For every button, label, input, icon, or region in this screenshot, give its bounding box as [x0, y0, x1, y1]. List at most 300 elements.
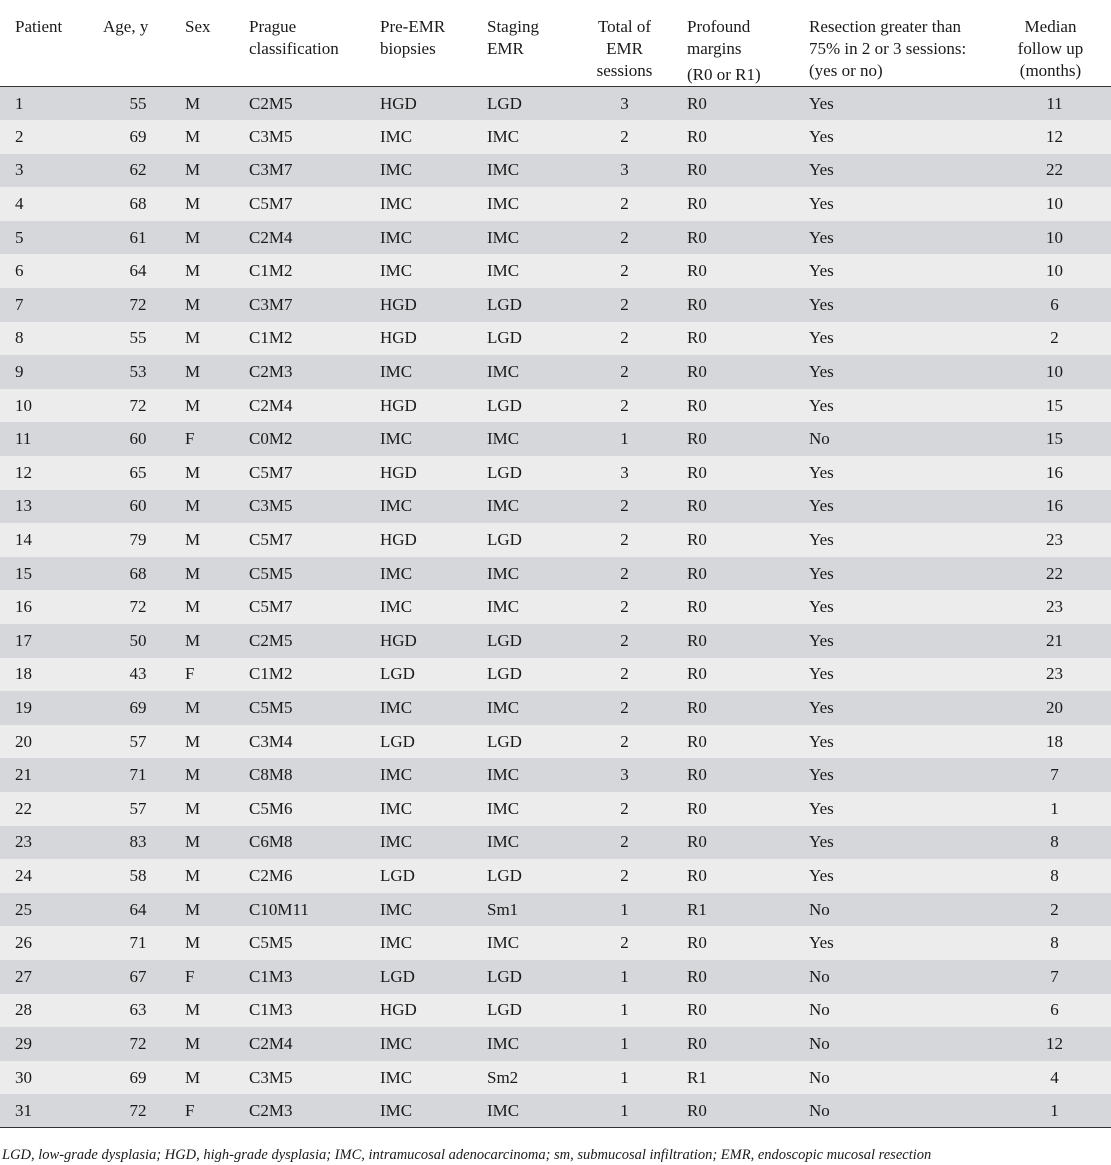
cell-follow-up: 23 [990, 523, 1111, 557]
cell-patient: 31 [0, 1094, 97, 1128]
cell-pre-emr: IMC [374, 154, 481, 188]
cell-staging-emr: IMC [481, 490, 576, 524]
cell-follow-up: 1 [990, 792, 1111, 826]
cell-pre-emr: IMC [374, 926, 481, 960]
cell-follow-up: 22 [990, 557, 1111, 591]
cell-sessions: 2 [576, 322, 673, 356]
table-row [0, 926, 1111, 960]
cell-sex: M [179, 590, 243, 624]
cell-resection: Yes [795, 523, 990, 557]
table-row [0, 523, 1111, 557]
cell-resection: No [795, 1094, 990, 1128]
cell-follow-up: 8 [990, 859, 1111, 893]
cell-pre-emr: HGD [374, 994, 481, 1028]
cell-sessions: 1 [576, 1061, 673, 1095]
cell-patient: 10 [0, 389, 97, 423]
cell-pre-emr: HGD [374, 288, 481, 322]
cell-staging-emr: IMC [481, 792, 576, 826]
cell-patient: 6 [0, 254, 97, 288]
cell-age: 72 [97, 1027, 179, 1061]
cell-sessions: 2 [576, 523, 673, 557]
cell-prague: C3M7 [243, 288, 374, 322]
cell-margins: R1 [673, 893, 795, 927]
table-row [0, 859, 1111, 893]
cell-prague: C1M3 [243, 994, 374, 1028]
cell-pre-emr: IMC [374, 557, 481, 591]
cell-patient: 21 [0, 758, 97, 792]
cell-follow-up: 12 [990, 120, 1111, 154]
cell-sex: M [179, 154, 243, 188]
cell-staging-emr: IMC [481, 590, 576, 624]
cell-sex: M [179, 523, 243, 557]
cell-resection: Yes [795, 658, 990, 692]
header-prague: Prague classification [243, 0, 374, 87]
table-row [0, 658, 1111, 692]
cell-staging-emr: IMC [481, 154, 576, 188]
cell-sessions: 1 [576, 1094, 673, 1128]
cell-resection: Yes [795, 389, 990, 423]
cell-resection: Yes [795, 691, 990, 725]
cell-margins: R0 [673, 87, 795, 121]
cell-age: 61 [97, 221, 179, 255]
header-age: Age, y [97, 0, 179, 87]
table-row [0, 691, 1111, 725]
cell-margins: R0 [673, 523, 795, 557]
cell-sex: M [179, 456, 243, 490]
cell-margins: R0 [673, 994, 795, 1028]
table-row [0, 254, 1111, 288]
cell-patient: 24 [0, 859, 97, 893]
cell-pre-emr: LGD [374, 960, 481, 994]
cell-pre-emr: HGD [374, 523, 481, 557]
cell-follow-up: 12 [990, 1027, 1111, 1061]
cell-patient: 11 [0, 422, 97, 456]
cell-margins: R0 [673, 557, 795, 591]
cell-margins: R0 [673, 926, 795, 960]
cell-patient: 18 [0, 658, 97, 692]
table-row [0, 792, 1111, 826]
cell-patient: 14 [0, 523, 97, 557]
cell-pre-emr: HGD [374, 456, 481, 490]
cell-resection: No [795, 893, 990, 927]
cell-age: 57 [97, 725, 179, 759]
cell-staging-emr: LGD [481, 322, 576, 356]
cell-prague: C3M4 [243, 725, 374, 759]
cell-margins: R0 [673, 590, 795, 624]
cell-staging-emr: IMC [481, 254, 576, 288]
header-patient: Patient [0, 0, 97, 87]
cell-pre-emr: IMC [374, 758, 481, 792]
table-row [0, 456, 1111, 490]
cell-follow-up: 20 [990, 691, 1111, 725]
cell-patient: 27 [0, 960, 97, 994]
cell-age: 58 [97, 859, 179, 893]
cell-age: 60 [97, 422, 179, 456]
cell-patient: 3 [0, 154, 97, 188]
cell-sessions: 2 [576, 187, 673, 221]
cell-staging-emr: IMC [481, 557, 576, 591]
cell-prague: C2M5 [243, 624, 374, 658]
cell-staging-emr: Sm1 [481, 893, 576, 927]
cell-age: 71 [97, 758, 179, 792]
cell-staging-emr: IMC [481, 758, 576, 792]
cell-staging-emr: IMC [481, 187, 576, 221]
cell-follow-up: 16 [990, 490, 1111, 524]
cell-staging-emr: IMC [481, 926, 576, 960]
cell-prague: C2M4 [243, 389, 374, 423]
cell-sessions: 3 [576, 154, 673, 188]
cell-age: 57 [97, 792, 179, 826]
table-row [0, 389, 1111, 423]
cell-follow-up: 7 [990, 960, 1111, 994]
cell-follow-up: 4 [990, 1061, 1111, 1095]
cell-sessions: 2 [576, 826, 673, 860]
cell-patient: 19 [0, 691, 97, 725]
cell-follow-up: 15 [990, 422, 1111, 456]
cell-sex: M [179, 893, 243, 927]
header-total-sessions: Total of EMR sessions [576, 0, 673, 87]
cell-follow-up: 21 [990, 624, 1111, 658]
cell-age: 72 [97, 288, 179, 322]
cell-margins: R0 [673, 490, 795, 524]
cell-resection: Yes [795, 254, 990, 288]
cell-sessions: 2 [576, 254, 673, 288]
cell-sessions: 1 [576, 893, 673, 927]
cell-patient: 8 [0, 322, 97, 356]
cell-pre-emr: IMC [374, 221, 481, 255]
cell-margins: R1 [673, 1061, 795, 1095]
table-row [0, 893, 1111, 927]
cell-staging-emr: LGD [481, 994, 576, 1028]
cell-age: 68 [97, 187, 179, 221]
cell-age: 69 [97, 1061, 179, 1095]
cell-prague: C1M3 [243, 960, 374, 994]
cell-follow-up: 10 [990, 254, 1111, 288]
cell-margins: R0 [673, 725, 795, 759]
cell-follow-up: 8 [990, 926, 1111, 960]
cell-margins: R0 [673, 187, 795, 221]
cell-margins: R0 [673, 254, 795, 288]
cell-pre-emr: IMC [374, 254, 481, 288]
cell-follow-up: 23 [990, 590, 1111, 624]
table-row [0, 826, 1111, 860]
table-row [0, 758, 1111, 792]
cell-sex: M [179, 187, 243, 221]
cell-follow-up: 10 [990, 221, 1111, 255]
cell-prague: C5M7 [243, 456, 374, 490]
cell-prague: C3M7 [243, 154, 374, 188]
header-pre-emr: Pre-EMR biopsies [374, 0, 481, 87]
cell-staging-emr: LGD [481, 859, 576, 893]
cell-prague: C5M6 [243, 792, 374, 826]
cell-staging-emr: IMC [481, 355, 576, 389]
cell-resection: Yes [795, 87, 990, 121]
table-row [0, 960, 1111, 994]
table-row [0, 422, 1111, 456]
cell-patient: 20 [0, 725, 97, 759]
cell-patient: 5 [0, 221, 97, 255]
footnote: LGD, low-grade dysplasia; HGD, high-grade dysplasia; IMC, intramucosal adenocarcinoma; sm, submucosal infiltration; EMR, endoscopic mucosal resection [2, 1147, 932, 1163]
cell-sex: M [179, 221, 243, 255]
cell-resection: Yes [795, 187, 990, 221]
table-row [0, 1094, 1111, 1128]
cell-patient: 4 [0, 187, 97, 221]
cell-staging-emr: IMC [481, 1094, 576, 1128]
cell-prague: C6M8 [243, 826, 374, 860]
cell-sessions: 2 [576, 490, 673, 524]
cell-sessions: 1 [576, 960, 673, 994]
cell-patient: 15 [0, 557, 97, 591]
cell-patient: 22 [0, 792, 97, 826]
cell-sex: M [179, 624, 243, 658]
cell-sex: M [179, 355, 243, 389]
cell-margins: R0 [673, 422, 795, 456]
cell-prague: C5M7 [243, 590, 374, 624]
cell-staging-emr: IMC [481, 826, 576, 860]
cell-pre-emr: LGD [374, 725, 481, 759]
cell-margins: R0 [673, 859, 795, 893]
cell-staging-emr: LGD [481, 658, 576, 692]
table-row [0, 590, 1111, 624]
cell-resection: Yes [795, 120, 990, 154]
cell-prague: C2M3 [243, 1094, 374, 1128]
cell-patient: 12 [0, 456, 97, 490]
cell-age: 63 [97, 994, 179, 1028]
cell-follow-up: 15 [990, 389, 1111, 423]
cell-sessions: 2 [576, 288, 673, 322]
cell-prague: C5M5 [243, 557, 374, 591]
table-row [0, 725, 1111, 759]
cell-age: 43 [97, 658, 179, 692]
cell-prague: C2M6 [243, 859, 374, 893]
cell-sex: M [179, 691, 243, 725]
cell-pre-emr: IMC [374, 590, 481, 624]
cell-sessions: 2 [576, 691, 673, 725]
cell-age: 64 [97, 893, 179, 927]
cell-margins: R0 [673, 1094, 795, 1128]
cell-age: 68 [97, 557, 179, 591]
cell-follow-up: 16 [990, 456, 1111, 490]
cell-sex: M [179, 792, 243, 826]
table-row [0, 1061, 1111, 1095]
cell-sessions: 2 [576, 389, 673, 423]
cell-sessions: 3 [576, 758, 673, 792]
cell-sessions: 2 [576, 658, 673, 692]
cell-age: 83 [97, 826, 179, 860]
cell-sessions: 2 [576, 926, 673, 960]
cell-pre-emr: IMC [374, 120, 481, 154]
cell-sex: M [179, 254, 243, 288]
cell-margins: R0 [673, 355, 795, 389]
cell-prague: C5M7 [243, 523, 374, 557]
cell-patient: 2 [0, 120, 97, 154]
cell-resection: Yes [795, 557, 990, 591]
cell-patient: 28 [0, 994, 97, 1028]
cell-sex: M [179, 994, 243, 1028]
cell-staging-emr: IMC [481, 120, 576, 154]
cell-sex: F [179, 960, 243, 994]
cell-pre-emr: IMC [374, 187, 481, 221]
cell-sex: M [179, 490, 243, 524]
cell-follow-up: 10 [990, 187, 1111, 221]
cell-prague: C5M7 [243, 187, 374, 221]
cell-follow-up: 6 [990, 994, 1111, 1028]
cell-age: 69 [97, 691, 179, 725]
cell-resection: No [795, 422, 990, 456]
cell-staging-emr: LGD [481, 523, 576, 557]
cell-margins: R0 [673, 389, 795, 423]
cell-sex: M [179, 926, 243, 960]
cell-staging-emr: IMC [481, 1027, 576, 1061]
cell-patient: 9 [0, 355, 97, 389]
cell-age: 60 [97, 490, 179, 524]
cell-age: 65 [97, 456, 179, 490]
cell-resection: Yes [795, 590, 990, 624]
cell-follow-up: 10 [990, 355, 1111, 389]
table-row [0, 221, 1111, 255]
cell-pre-emr: IMC [374, 826, 481, 860]
cell-resection: No [795, 1027, 990, 1061]
cell-sessions: 2 [576, 120, 673, 154]
cell-resection: No [795, 1061, 990, 1095]
cell-sex: F [179, 422, 243, 456]
cell-patient: 26 [0, 926, 97, 960]
cell-age: 69 [97, 120, 179, 154]
cell-age: 71 [97, 926, 179, 960]
cell-pre-emr: HGD [374, 389, 481, 423]
cell-pre-emr: LGD [374, 859, 481, 893]
cell-prague: C3M5 [243, 120, 374, 154]
cell-sex: M [179, 120, 243, 154]
cell-sessions: 2 [576, 725, 673, 759]
cell-sessions: 2 [576, 221, 673, 255]
cell-age: 67 [97, 960, 179, 994]
cell-staging-emr: IMC [481, 691, 576, 725]
cell-pre-emr: IMC [374, 422, 481, 456]
header-margins: Profound margins (R0 or R1) [673, 0, 795, 87]
cell-age: 72 [97, 389, 179, 423]
cell-margins: R0 [673, 322, 795, 356]
cell-prague: C3M5 [243, 1061, 374, 1095]
cell-patient: 29 [0, 1027, 97, 1061]
cell-resection: Yes [795, 490, 990, 524]
cell-follow-up: 11 [990, 87, 1111, 121]
cell-margins: R0 [673, 792, 795, 826]
cell-prague: C1M2 [243, 254, 374, 288]
table-row [0, 624, 1111, 658]
cell-prague: C2M4 [243, 221, 374, 255]
cell-sessions: 3 [576, 456, 673, 490]
header-staging-emr: Staging EMR [481, 0, 576, 87]
cell-margins: R0 [673, 691, 795, 725]
cell-margins: R0 [673, 288, 795, 322]
cell-sex: M [179, 557, 243, 591]
cell-prague: C5M5 [243, 691, 374, 725]
cell-pre-emr: HGD [374, 87, 481, 121]
cell-sex: M [179, 859, 243, 893]
cell-sex: M [179, 1061, 243, 1095]
cell-sex: M [179, 389, 243, 423]
cell-prague: C5M5 [243, 926, 374, 960]
cell-resection: Yes [795, 926, 990, 960]
cell-resection: Yes [795, 221, 990, 255]
cell-sessions: 1 [576, 994, 673, 1028]
cell-margins: R0 [673, 221, 795, 255]
cell-sessions: 2 [576, 590, 673, 624]
cell-resection: Yes [795, 725, 990, 759]
cell-resection: Yes [795, 322, 990, 356]
cell-follow-up: 2 [990, 322, 1111, 356]
cell-prague: C2M4 [243, 1027, 374, 1061]
cell-margins: R0 [673, 624, 795, 658]
cell-resection: No [795, 994, 990, 1028]
cell-prague: C2M3 [243, 355, 374, 389]
cell-patient: 25 [0, 893, 97, 927]
cell-follow-up: 8 [990, 826, 1111, 860]
cell-age: 79 [97, 523, 179, 557]
cell-pre-emr: IMC [374, 893, 481, 927]
cell-staging-emr: LGD [481, 960, 576, 994]
cell-resection: Yes [795, 288, 990, 322]
cell-age: 72 [97, 1094, 179, 1128]
cell-pre-emr: IMC [374, 1061, 481, 1095]
cell-prague: C3M5 [243, 490, 374, 524]
cell-staging-emr: LGD [481, 624, 576, 658]
cell-resection: Yes [795, 456, 990, 490]
cell-staging-emr: LGD [481, 288, 576, 322]
cell-staging-emr: IMC [481, 221, 576, 255]
cell-pre-emr: IMC [374, 691, 481, 725]
cell-resection: Yes [795, 355, 990, 389]
cell-sex: M [179, 758, 243, 792]
table-row [0, 490, 1111, 524]
cell-margins: R0 [673, 456, 795, 490]
cell-staging-emr: LGD [481, 725, 576, 759]
cell-staging-emr: IMC [481, 422, 576, 456]
table-row [0, 288, 1111, 322]
cell-sessions: 2 [576, 859, 673, 893]
cell-staging-emr: LGD [481, 456, 576, 490]
cell-prague: C10M11 [243, 893, 374, 927]
cell-pre-emr: LGD [374, 658, 481, 692]
cell-sex: M [179, 288, 243, 322]
cell-sessions: 3 [576, 87, 673, 121]
cell-age: 62 [97, 154, 179, 188]
table-header-row [0, 0, 1111, 87]
cell-sex: M [179, 1027, 243, 1061]
cell-margins: R0 [673, 120, 795, 154]
cell-sessions: 1 [576, 1027, 673, 1061]
cell-margins: R0 [673, 758, 795, 792]
cell-age: 50 [97, 624, 179, 658]
cell-patient: 17 [0, 624, 97, 658]
cell-pre-emr: IMC [374, 355, 481, 389]
cell-prague: C8M8 [243, 758, 374, 792]
cell-resection: Yes [795, 758, 990, 792]
cell-patient: 1 [0, 87, 97, 121]
cell-pre-emr: IMC [374, 490, 481, 524]
cell-age: 55 [97, 87, 179, 121]
cell-patient: 7 [0, 288, 97, 322]
cell-age: 64 [97, 254, 179, 288]
cell-follow-up: 6 [990, 288, 1111, 322]
cell-sessions: 2 [576, 792, 673, 826]
cell-prague: C1M2 [243, 658, 374, 692]
cell-margins: R0 [673, 1027, 795, 1061]
header-resection: Resection greater than 75% in 2 or 3 sessions: (yes or no) [795, 0, 990, 87]
cell-resection: Yes [795, 624, 990, 658]
cell-follow-up: 18 [990, 725, 1111, 759]
